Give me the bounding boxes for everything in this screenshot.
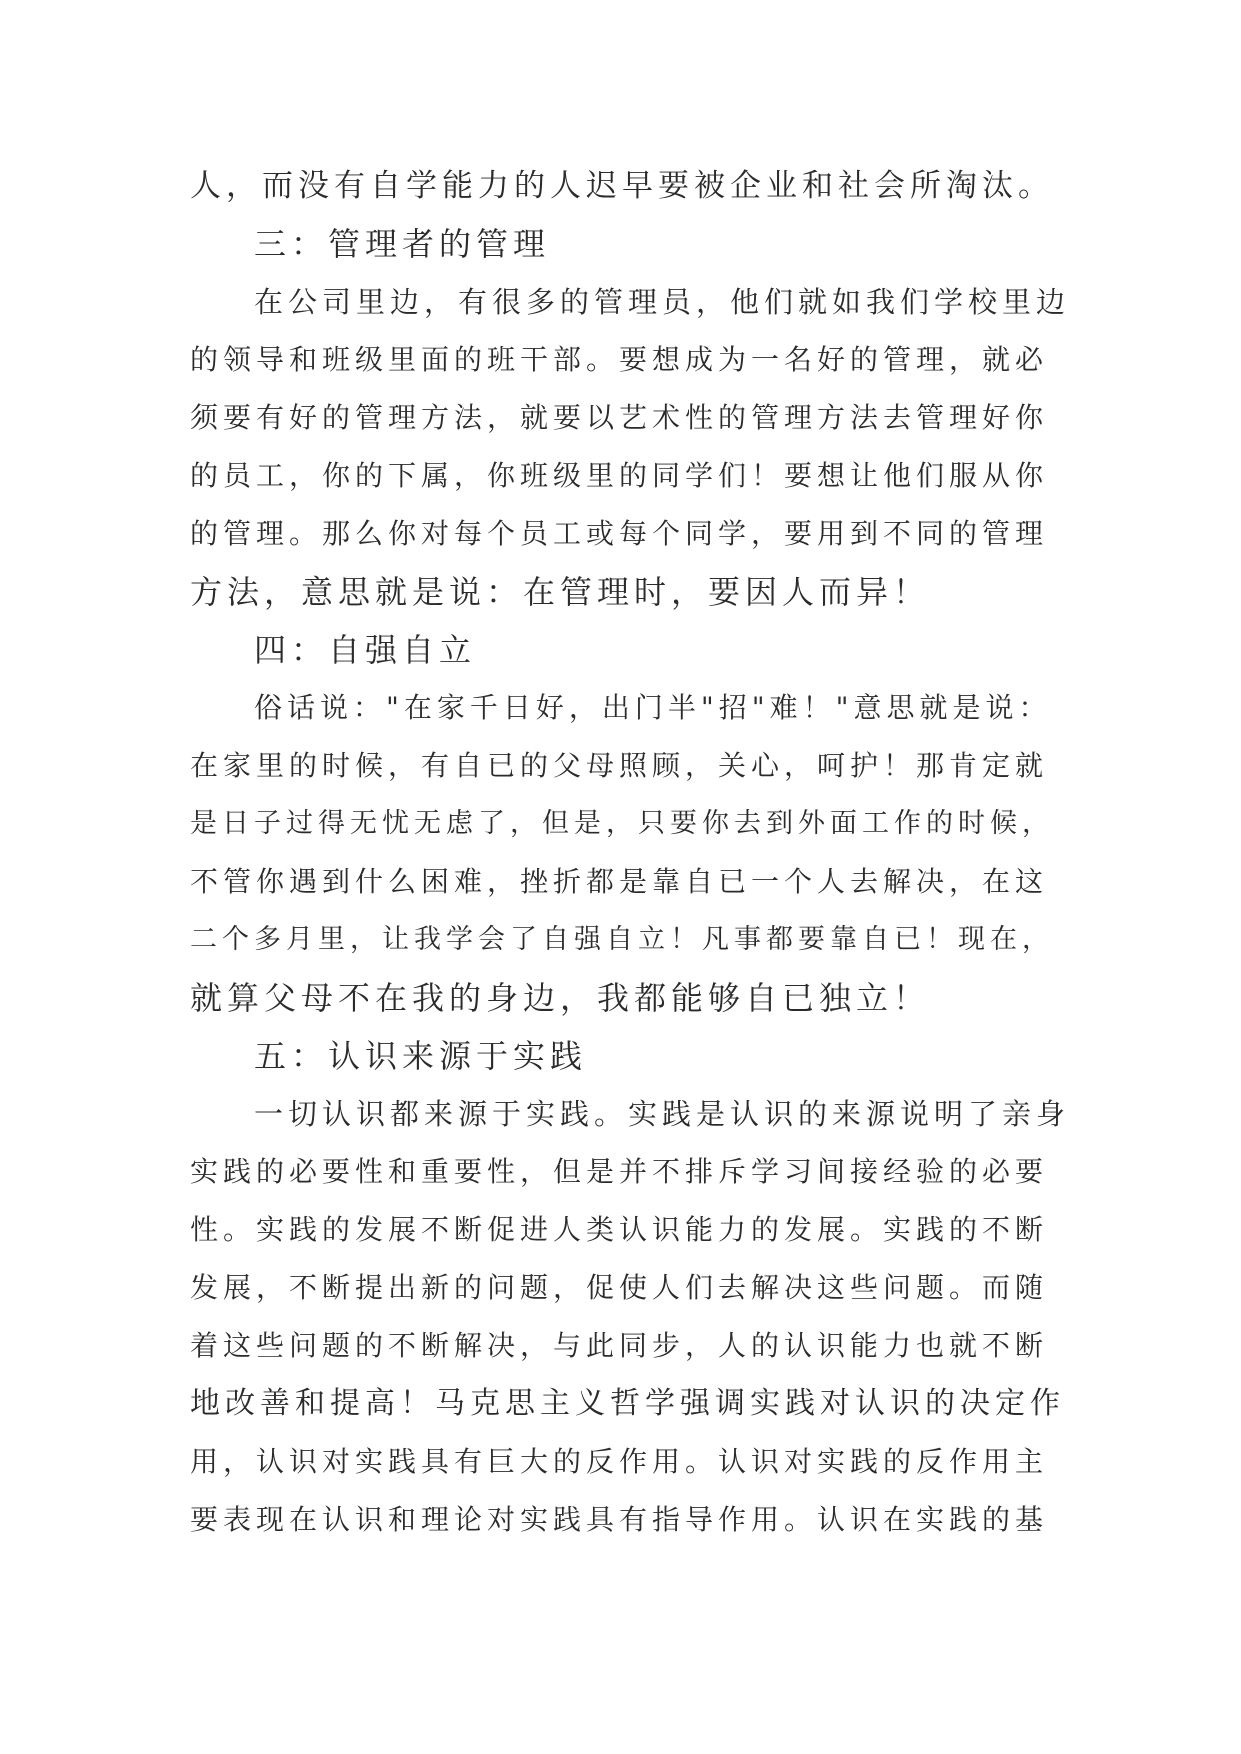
text-line: 一切认识都来源于实践。实践是认识的来源说明了亲身 (254, 1097, 1071, 1131)
text-line: 不管你遇到什么困难，挫折都是靠自已一个人去解决，在这 (190, 865, 1049, 898)
text-line: 的管理。那么你对每个员工或每个同学，要用到不同的管理 (190, 517, 1049, 550)
text-line: 用，认识对实践具有巨大的反作用。认识对实践的反作用主 (190, 1445, 1049, 1478)
text-line: 实践的必要性和重要性，但是并不排斥学习间接经验的必要 (190, 1155, 1049, 1188)
text-line: 在家里的时候，有自已的父母照顾，关心，呵护！那肯定就 (190, 749, 1049, 782)
text-line: 的员工，你的下属，你班级里的同学们！要想让他们服从你 (190, 459, 1049, 492)
text-line: 的领导和班级里面的班干部。要想成为一名好的管理，就必 (190, 343, 1049, 376)
text-line: 五：认识来源于实践 (254, 1037, 588, 1075)
text-line: 就算父母不在我的身边，我都能够自已独立！ (190, 979, 931, 1017)
text-line: 着这些问题的不断解决，与此同步，人的认识能力也就不断 (190, 1329, 1049, 1362)
body-text (190, 157, 1070, 1549)
text-line: 方法，意思就是说：在管理时，要因人而异！ (190, 573, 931, 611)
text-line: 人，而没有自学能力的人迟早要被企业和社会所淘汰。 (190, 168, 1054, 204)
text-line: 性。实践的发展不断促进人类认识能力的发展。实践的不断 (190, 1213, 1049, 1246)
text-line: 是日子过得无忧无虑了，但是，只要你去到外面工作的时候， (190, 808, 1054, 839)
text-line: 在公司里边，有很多的管理员，他们就如我们学校里边 (254, 285, 1071, 319)
text-line: 四：自强自立 (254, 631, 477, 669)
text-line: 俗话说："在家千日好，出门半"招"难！"意思就是说： (254, 691, 1052, 724)
text-line: 发展，不断提出新的问题，促使人们去解决这些问题。而随 (190, 1271, 1049, 1304)
text-line: 要表现在认识和理论对实践具有指导作用。认识在实践的基 (190, 1503, 1049, 1536)
text-line: 三：管理者的管理 (254, 225, 551, 263)
text-line: 地改善和提高！马克思主义哲学强调实践对认识的决定作 (190, 1386, 1065, 1421)
text-line: 二个多月里，让我学会了自强自立！凡事都要靠自已！现在， (190, 924, 1054, 955)
text-line: 须要有好的管理方法，就要以艺术性的管理方法去管理好你 (190, 401, 1049, 434)
